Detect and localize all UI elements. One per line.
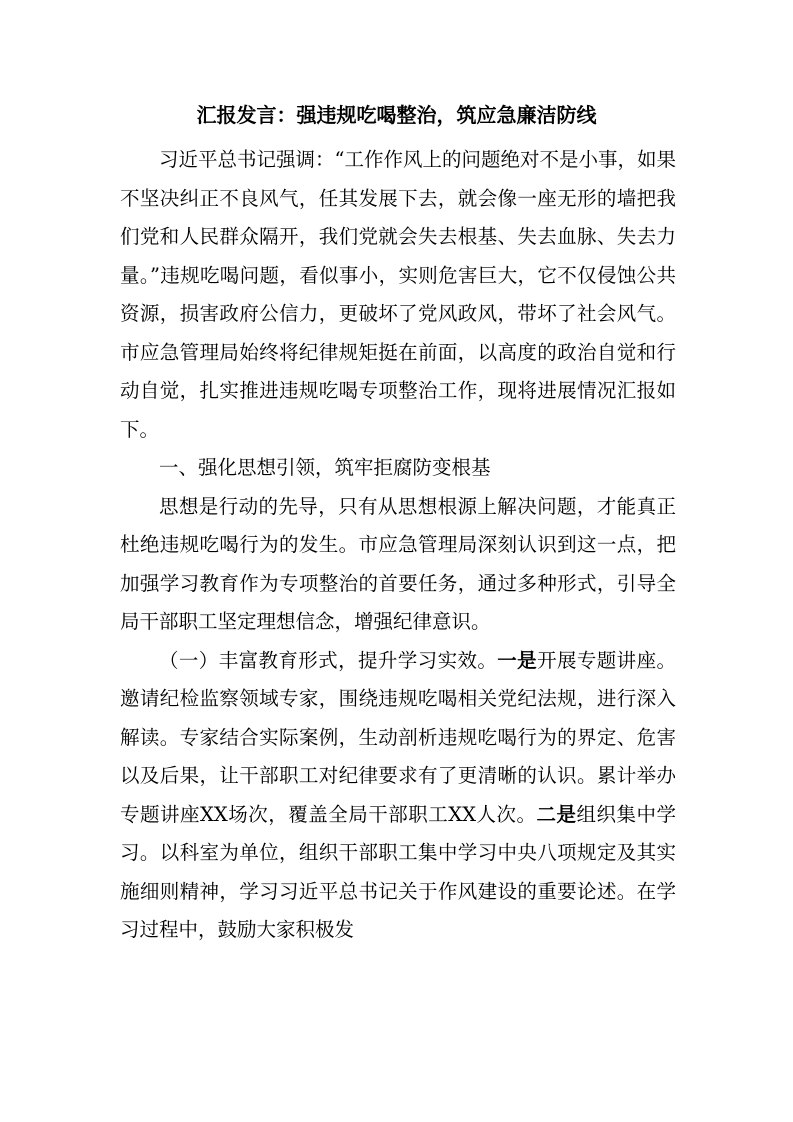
subsection1-paragraph <box>120 642 676 950</box>
item2-text: 组织集中学习。以科室为单位，组织干部职工集中学习中央八项规定及其实施细则精神，学习习近平总书记关于作风建设的重要论述。在学习过程中，鼓励大家积极发 <box>120 802 676 941</box>
item2-label: 二是 <box>536 802 577 826</box>
section1-heading: 一、强化思想引领，筑牢拒腐防变根基 <box>159 456 491 479</box>
section1-paragraph: 思想是行动的先导，只有从思想根源上解决问题，才能真正杜绝违规吃喝行为的发生。市应急管理局深刻认识到这一点，把加强学习教育作为专项整治的首要任务，通过多种形式，引导全局干部职工坚定理想信念，增强纪律意识。 <box>120 494 676 633</box>
subsection1-heading: （一）丰富教育形式，提升学习实效。 <box>159 648 498 672</box>
item1-text: 开展专题讲座。邀请纪检监察领域专家，围绕违规吃喝相关党纪法规，进行深入解读。专家结合实际案例，生动剖析违规吃喝行为的界定、危害以及后果，让干部职工对纪律要求有了更清晰的认识。累计举办专题讲座XX场次，覆盖全局干部职工XX人次。 <box>120 648 676 826</box>
item1-label: 一是 <box>497 648 538 672</box>
document-title: 汇报发言：强违规吃喝整治，筑应急廉洁防线 <box>196 103 597 127</box>
intro-paragraph: 习近平总书记强调：“工作作风上的问题绝对不是小事，如果不坚决纠正不良风气，任其发展下去，就会像一座无形的墙把我们党和人民群众隔开，我们党就会失去根基、失去血脉、失去力量。”违规吃喝问题，看似事小，实则危害巨大，它不仅侵蚀公共资源，损害政府公信力，更破坏了党风政风，带坏了社会风气。市应急管理局始终将纪律规矩挺在前面，以高度的政治自觉和行动自觉，扎实推进违规吃喝专项整治工作，现将进展情况汇报如下。 <box>120 148 676 441</box>
document-body <box>120 141 676 950</box>
